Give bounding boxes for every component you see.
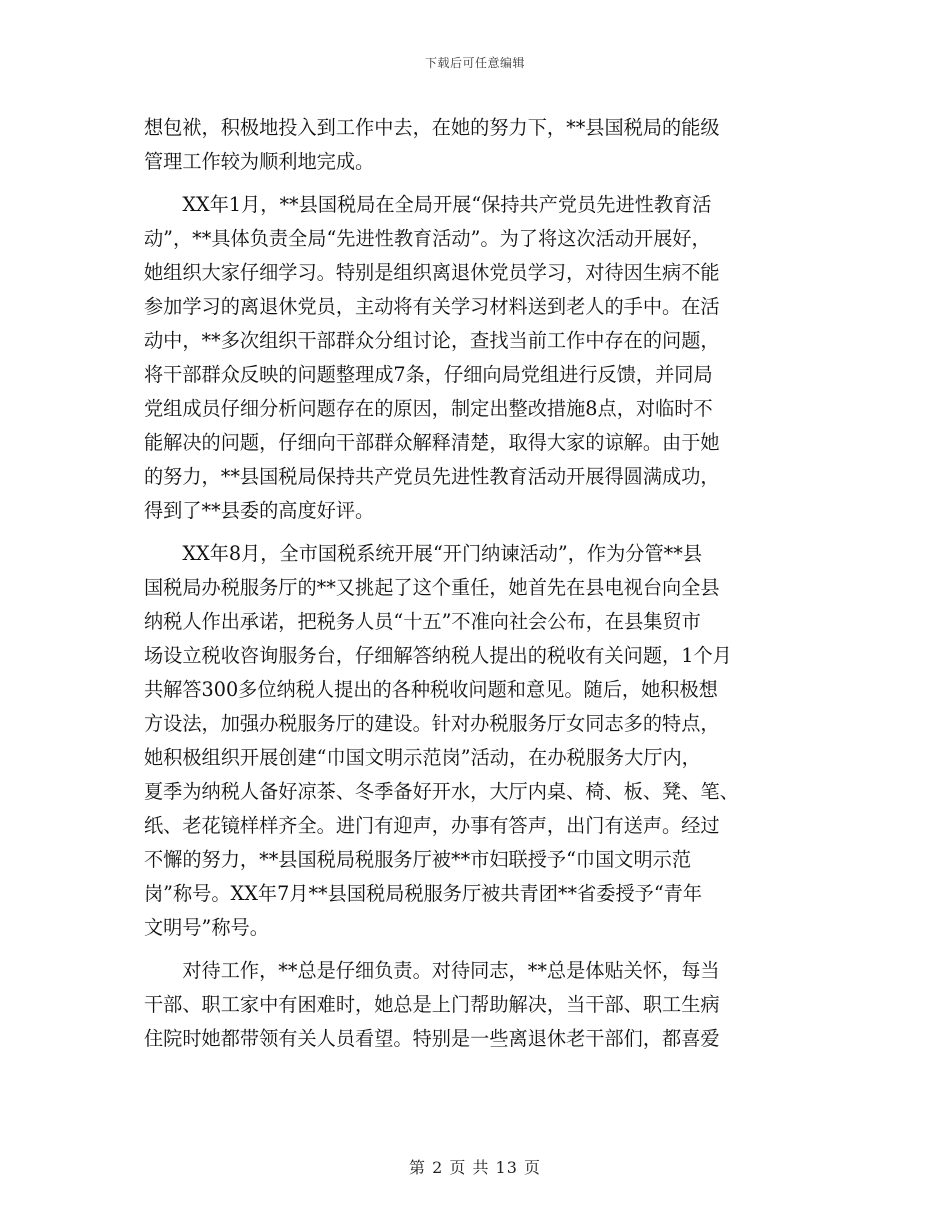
paragraph-gap [144,179,804,188]
paragraph-gap [144,945,804,954]
text-line: 她组织大家仔细学习。特别是组织离退休党员学习，对待因生病不能 [144,261,720,284]
text-line: 纳税人作出承诺，把税务人员“十五”不准向社会公布，在县集贸市 [144,610,701,633]
text-line: 方设法，加强办税服务厅的建设。针对办税服务厅女同志多的特点， [144,712,720,735]
text-line: 得到了**县委的高度好评。 [144,499,375,522]
text-line: 岗”称号。XX年7月**县国税局税服务厅被共青团**省委授予“青年 [144,882,703,905]
text-line: 管理工作较为顺利地完成。 [144,150,375,173]
paragraph [144,537,804,945]
text-line: 住院时她都带领有关人员看望。特别是一些离退休老干部们，都喜爱 [144,1027,720,1050]
paragraph-gap [144,528,804,537]
text-line: 参加学习的离退休党员，主动将有关学习材料送到老人的手中。在活 [144,295,720,318]
text-line: 夏季为纳税人备好凉茶、冬季备好开水，大厅内桌、椅、板、凳、笔、 [144,780,739,803]
text-line: 的努力，**县国税局保持共产党员先进性教育活动开展得圆满成功， [144,465,720,488]
page-header: 下载后可任意编辑 [424,56,525,70]
text-line: XX年8月，全市国税系统开展“开门纳谏活动”，作为分管**县 [144,542,703,565]
text-line: 场设立税收咨询服务台，仔细解答纳税人提出的税收有关问题，1个月 [144,644,732,667]
text-line: 国税局办税服务厅的**又挑起了这个重任，她首先在县电视台向全县 [144,576,720,599]
text-line: 党组成员仔细分析问题存在的原因，制定出整改措施8点，对临时不 [144,397,713,420]
text-line: 共解答300多位纳税人提出的各种税收问题和意见。随后，她积极想 [144,678,718,701]
text-line: 能解决的问题，仔细向干部群众解释清楚，取得大家的谅解。由于她 [144,431,720,454]
text-line: 将干部群众反映的问题整理成7条，仔细向局党组进行反馈，并同局 [144,363,713,386]
text-line: XX年1月，**县国税局在全局开展“保持共产党员先进性教育活 [144,193,712,216]
text-line: 不懈的努力，**县国税局税服务厅被**市妇联授予“巾国文明示范 [144,848,692,871]
document-body [144,111,804,1056]
text-line: 干部、职工家中有困难时，她总是上门帮助解决，当干部、职工生病 [144,993,720,1016]
paragraph [144,188,804,528]
text-line: 动”，**具体负责全局“先进性教育活动”。为了将这次活动开展好， [144,227,711,250]
paragraph [144,111,804,179]
paragraph [144,954,804,1056]
page-footer: 第 2 页 共 13 页 [409,1158,541,1177]
text-line: 纸、老花镜样样齐全。进门有迎声，办事有答声，出门有送声。经过 [144,814,720,837]
text-line: 文明号”称号。 [144,916,269,939]
text-line: 想包袱，积极地投入到工作中去，在她的努力下，**县国税局的能级 [144,116,720,139]
text-line: 她积极组织开展创建“巾国文明示范岗”活动，在办税服务大厅内， [144,746,701,769]
text-line: 动中，**多次组织干部群众分组讨论，查找当前工作中存在的问题， [144,329,720,352]
text-line: 对待工作，**总是仔细负责。对待同志，**总是体贴关怀，每当 [144,959,720,982]
